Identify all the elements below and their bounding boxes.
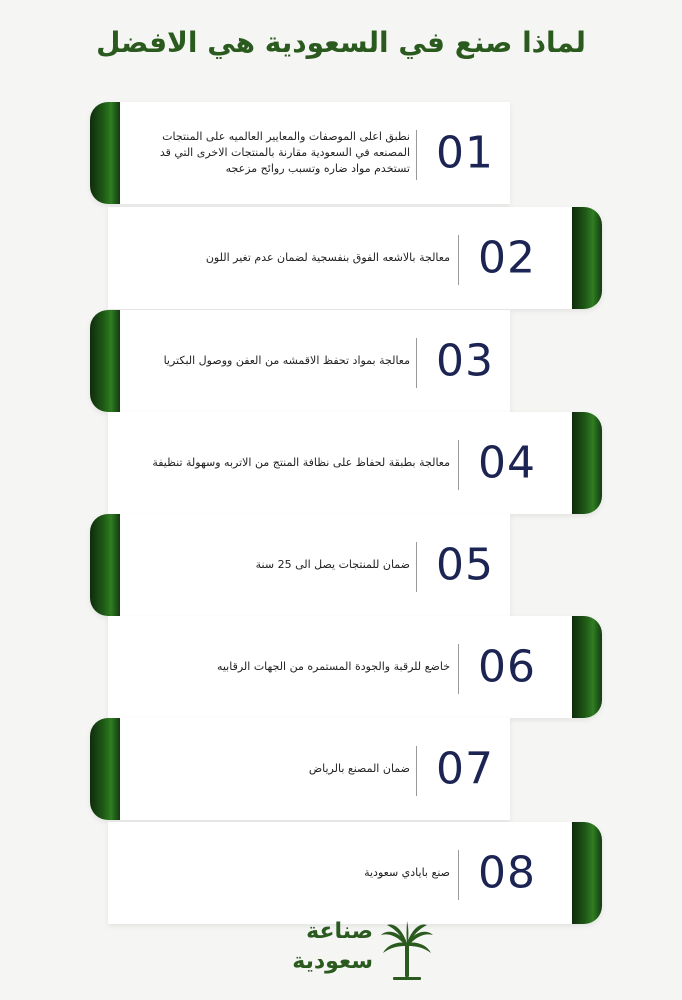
feature-text: معالجة بطبقة لحفاظ على نظافة المنتج من الاتربه وسهولة تنظيفة — [152, 456, 450, 469]
feature-card-04 — [108, 412, 602, 514]
feature-number: 01 — [436, 127, 494, 179]
page-title: لماذا صنع في السعودية هي الافضل — [96, 26, 586, 59]
feature-text: خاضع للرقبة والجودة المستمره من الجهات الرقابيه — [216, 660, 450, 673]
card-accent-tab — [572, 412, 602, 514]
card-divider — [458, 644, 459, 694]
feature-number: 06 — [478, 641, 536, 693]
card-divider — [416, 130, 417, 180]
feature-card-01 — [90, 102, 510, 204]
feature-card-06 — [108, 616, 602, 718]
feature-card-07 — [90, 718, 510, 820]
feature-number: 07 — [436, 743, 494, 795]
feature-text: ضمان المصنع بالرياض — [308, 762, 410, 775]
feature-text: معالجة بالاشعه الفوق بنفسجية لضمان عدم تغير اللون — [205, 251, 450, 264]
feature-number: 08 — [478, 847, 536, 899]
feature-text: ضمان للمنتجات يصل الى 25 سنة — [255, 558, 410, 571]
card-divider — [458, 850, 459, 900]
feature-card-08 — [108, 822, 602, 924]
card-divider — [416, 746, 417, 796]
feature-number: 04 — [478, 437, 536, 489]
feature-number: 05 — [436, 539, 494, 591]
palm-tree-icon — [379, 921, 435, 981]
saudi-made-logo — [255, 915, 435, 983]
card-divider — [458, 440, 459, 490]
feature-card-02 — [108, 207, 602, 309]
feature-number: 03 — [436, 335, 494, 387]
card-accent-tab — [572, 822, 602, 924]
card-divider — [416, 542, 417, 592]
card-accent-tab — [90, 718, 120, 820]
feature-card-03 — [90, 310, 510, 412]
feature-number: 02 — [478, 232, 536, 284]
card-accent-tab — [572, 207, 602, 309]
feature-text: معالجة بمواد تحفظ الاقمشه من العفن ووصول البكتريا — [163, 354, 410, 367]
card-accent-tab — [90, 102, 120, 204]
logo-line-2: سعودية — [292, 949, 373, 974]
feature-text: نطبق اعلى الموصفات والمعايير العالميه على المنتجات المصنعه في السعودية مقارنة بالمنتجات الاخرى التي قد تستخدم مواد ضاره وتسبب روائح مزعجه — [159, 130, 410, 175]
feature-text: صنع بايادي سعودية — [364, 866, 450, 879]
card-divider — [458, 235, 459, 285]
card-accent-tab — [572, 616, 602, 718]
logo-line-1: صناعة — [306, 919, 373, 944]
card-accent-tab — [90, 514, 120, 616]
card-divider — [416, 338, 417, 388]
feature-card-05 — [90, 514, 510, 616]
card-accent-tab — [90, 310, 120, 412]
